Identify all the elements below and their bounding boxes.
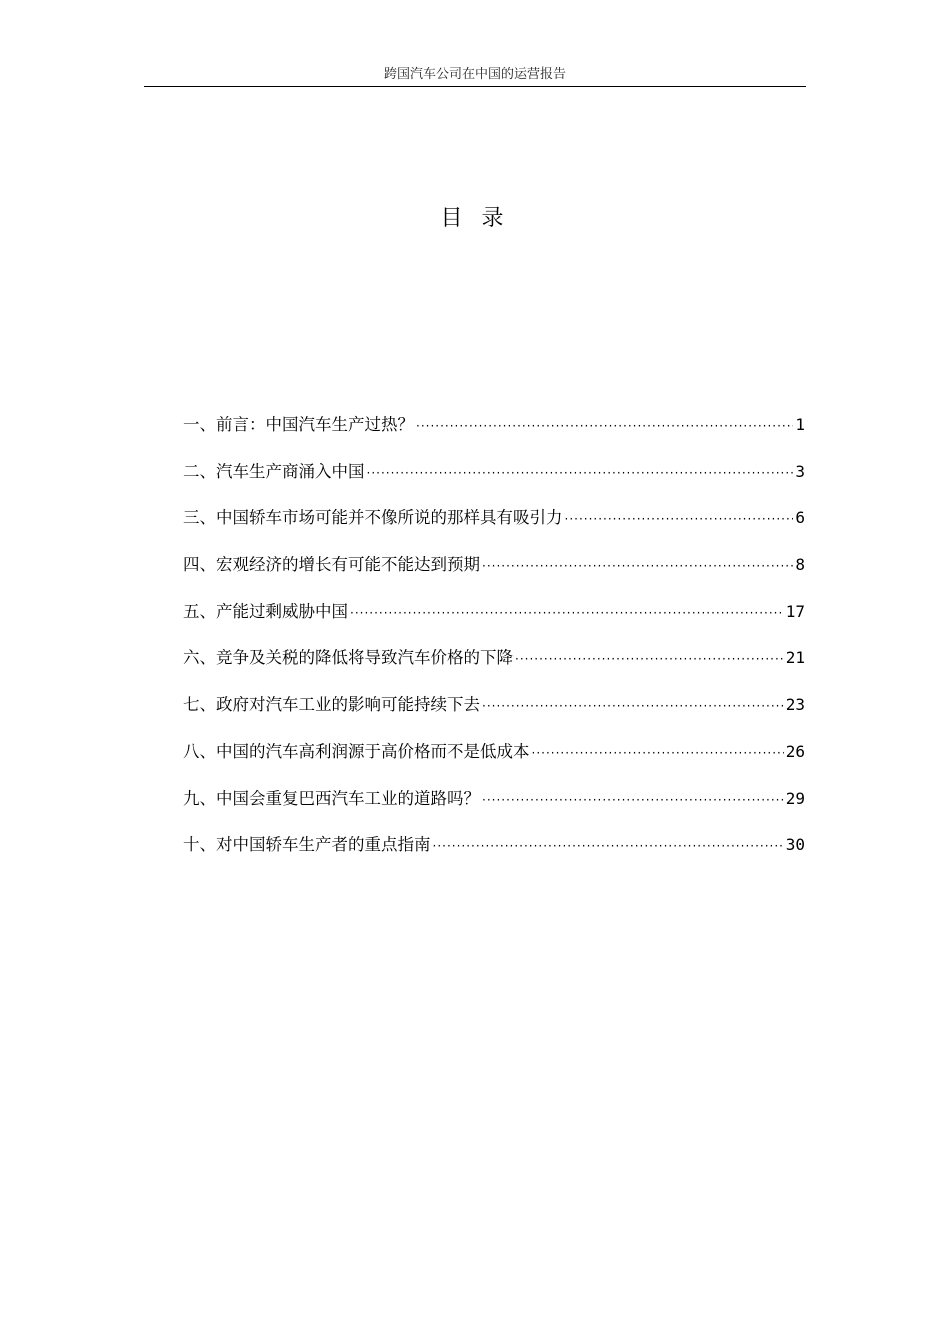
- toc-page-number[interactable]: 1: [795, 415, 805, 434]
- toc-page-number[interactable]: 26: [785, 741, 805, 761]
- toc-entry-title[interactable]: 五、产能过剩威胁中国: [183, 601, 348, 621]
- toc-dot-leader: [565, 504, 794, 534]
- toc-entry-title[interactable]: 八、中国的汽车高利润源于高价格而不是低成本: [183, 741, 530, 761]
- toc-entry[interactable]: [183, 737, 805, 784]
- toc-entry[interactable]: [183, 784, 805, 831]
- toc-entry-title[interactable]: 三、中国轿车市场可能并不像所说的那样具有吸引力: [183, 508, 563, 528]
- toc-entry[interactable]: [183, 410, 805, 457]
- toc-dot-leader: [416, 411, 793, 441]
- toc-page-number[interactable]: 6: [795, 508, 805, 528]
- toc-dot-leader: [482, 691, 784, 721]
- toc-dot-leader: [482, 551, 793, 581]
- toc-dot-leader: [482, 785, 784, 815]
- toc-page-number[interactable]: 8: [795, 555, 805, 575]
- toc-heading: 目 录: [440, 206, 510, 231]
- toc-dot-leader: [532, 738, 784, 768]
- toc-dot-leader: [433, 831, 784, 861]
- toc-page-number[interactable]: 30: [785, 835, 805, 855]
- toc-entry[interactable]: [183, 830, 805, 877]
- toc-entry-title[interactable]: 一、前言：中国汽车生产过热？: [183, 415, 414, 434]
- toc-dot-leader: [367, 458, 794, 488]
- toc-entry-title[interactable]: 九、中国会重复巴西汽车工业的道路吗？: [183, 788, 480, 808]
- toc-entry-title[interactable]: 十、对中国轿车生产者的重点指南: [183, 835, 431, 855]
- toc-entry[interactable]: [183, 690, 805, 737]
- toc-entry[interactable]: [183, 643, 805, 690]
- toc-entry[interactable]: [183, 457, 805, 504]
- toc-entry[interactable]: [183, 597, 805, 644]
- running-header-title: 跨国汽车公司在中国的运营报告: [383, 67, 566, 82]
- running-header: [144, 66, 806, 87]
- toc-entry-title[interactable]: 六、竞争及关税的降低将导致汽车价格的下降: [183, 648, 513, 668]
- toc-entry[interactable]: [183, 503, 805, 550]
- table-of-contents: [183, 410, 805, 877]
- toc-entry-title[interactable]: 二、汽车生产商涌入中国: [183, 461, 365, 481]
- toc-dot-leader: [350, 598, 784, 628]
- toc-page-number[interactable]: 29: [785, 788, 805, 808]
- toc-entry[interactable]: [183, 550, 805, 597]
- toc-entry-title[interactable]: 七、政府对汽车工业的影响可能持续下去: [183, 695, 480, 715]
- toc-entry-title[interactable]: 四、宏观经济的增长有可能不能达到预期: [183, 555, 480, 575]
- toc-page-number[interactable]: 21: [785, 648, 805, 668]
- toc-page-number[interactable]: 3: [795, 461, 805, 481]
- toc-page-number[interactable]: 23: [785, 695, 805, 715]
- toc-dot-leader: [515, 644, 784, 674]
- toc-page-number[interactable]: 17: [785, 601, 805, 621]
